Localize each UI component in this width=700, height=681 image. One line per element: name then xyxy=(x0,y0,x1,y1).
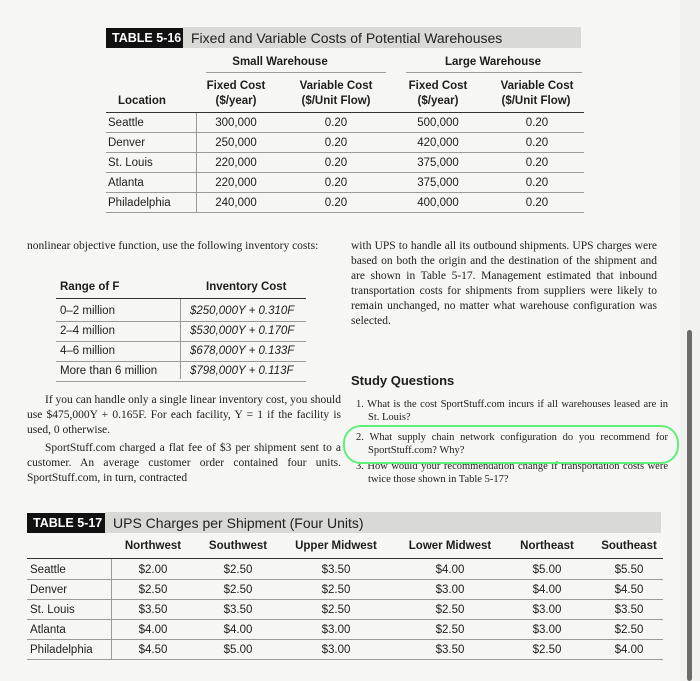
table-cell-charge: $4.00 xyxy=(532,584,562,596)
table-5-17-label: TABLE 5-17 xyxy=(27,513,108,533)
table-row-divider xyxy=(27,659,663,660)
table-row-divider xyxy=(106,172,584,173)
table-cell-large-variable: 0.20 xyxy=(525,137,549,149)
table-cell-small-fixed: 300,000 xyxy=(215,117,257,129)
table-cell-charge: $5.50 xyxy=(614,564,644,576)
highlight-annotation xyxy=(343,425,679,464)
inventory-range: More than 6 million xyxy=(60,365,158,377)
study-questions-heading: Study Questions xyxy=(351,373,455,388)
table-cell-location: Philadelphia xyxy=(108,197,171,209)
table-cell-small-fixed: 240,000 xyxy=(215,197,257,209)
col-variable-cost-large-unit: ($/Unit Flow) xyxy=(501,95,571,107)
divider xyxy=(111,559,112,659)
table-cell-charge: $2.50 xyxy=(532,644,562,656)
table-cell-charge: $3.00 xyxy=(321,644,351,656)
paragraph-sportstuff: SportStuff.com charged a flat fee of $3 per shipment sent to a customer. An average customer order contained four units. SportStuff.com, in turn, contracted xyxy=(27,442,341,484)
table-cell-charge: $4.50 xyxy=(614,584,644,596)
small-warehouse-heading: Small Warehouse xyxy=(232,56,328,68)
table-cell-location: Denver xyxy=(108,137,146,149)
table-row-divider xyxy=(27,639,663,640)
table-cell-charge: $2.50 xyxy=(138,584,168,596)
table-cell-large-variable: 0.20 xyxy=(525,177,549,189)
col-fixed-cost-small: Fixed Cost xyxy=(206,80,266,92)
table-header-rule xyxy=(27,558,663,559)
col-location: Location xyxy=(118,95,166,107)
table-row-divider xyxy=(27,599,663,600)
table-row-divider xyxy=(106,132,584,133)
table-cell-charge: $2.50 xyxy=(435,624,465,636)
table-row-divider xyxy=(27,619,663,620)
question-1: 1. What is the cost SportStuff.com incurs if all warehouses leased are in St. Louis? xyxy=(356,399,668,423)
table-cell-location: Atlanta xyxy=(30,624,66,636)
table-cell-large-variable: 0.20 xyxy=(525,117,549,129)
table-cell-charge: $3.00 xyxy=(321,624,351,636)
table-cell-small-variable: 0.20 xyxy=(324,137,348,149)
table-row-divider xyxy=(56,361,306,362)
table-cell-charge: $2.50 xyxy=(614,624,644,636)
paragraph-ups: with UPS to handle all its outbound shipments. UPS charges were based on both the origin and the destination of the shipment and are shown in Table 5-17. Management estimated that inbound transportation costs for shipments from suppliers were likely to remain unchanged, no matter what warehouse configuration was selected. xyxy=(351,240,657,327)
scrollbar[interactable] xyxy=(687,330,692,681)
table-cell-small-variable: 0.20 xyxy=(324,157,348,169)
table-5-16-label: TABLE 5-16 xyxy=(106,28,187,48)
table-cell-large-fixed: 375,000 xyxy=(417,157,459,169)
table-col-header: Lower Midwest xyxy=(408,540,492,552)
table-cell-location: Atlanta xyxy=(108,177,144,189)
table-col-header: Upper Midwest xyxy=(295,540,377,552)
table-cell-small-fixed: 220,000 xyxy=(215,157,257,169)
table-cell-location: Seattle xyxy=(30,564,66,576)
table-cell-charge: $2.00 xyxy=(138,564,168,576)
table-cell-large-fixed: 420,000 xyxy=(417,137,459,149)
col-fixed-cost-large: Fixed Cost xyxy=(408,80,468,92)
table-cell-charge: $3.00 xyxy=(435,584,465,596)
question-3: 3. How would your recommendation change if transportation costs were twice those shown in Table 5-17? xyxy=(356,461,668,485)
table-cell-small-fixed: 220,000 xyxy=(215,177,257,189)
table-cell-charge: $2.50 xyxy=(321,584,351,596)
table-header-rule xyxy=(106,112,584,113)
col-variable-cost-small: Variable Cost xyxy=(299,80,373,92)
inventory-range: 0–2 million xyxy=(60,305,115,317)
inventory-range: 4–6 million xyxy=(60,345,115,357)
table-row-divider xyxy=(106,152,584,153)
table-cell-location: St. Louis xyxy=(30,604,75,616)
table-cell-charge: $4.00 xyxy=(435,564,465,576)
divider xyxy=(180,299,181,379)
paragraph-single-linear: If you can handle only a single linear inventory cost, you should use $475,000Y + 0.165F. For each facility, Y = 1 if the facility is used, 0 otherwise. xyxy=(27,394,341,436)
table-cell-large-variable: 0.20 xyxy=(525,157,549,169)
inventory-cost: $250,000Y + 0.310F xyxy=(190,305,295,317)
large-warehouse-heading: Large Warehouse xyxy=(444,56,542,68)
table-5-16-title: Fixed and Variable Costs of Potential Warehouses xyxy=(183,27,581,48)
table-cell-location: Denver xyxy=(30,584,68,596)
table-cell-charge: $2.50 xyxy=(223,564,253,576)
table-cell-small-fixed: 250,000 xyxy=(215,137,257,149)
inventory-col-range: Range of F xyxy=(60,281,120,293)
col-fixed-cost-large-unit: ($/year) xyxy=(417,95,459,107)
col-variable-cost-large: Variable Cost xyxy=(500,80,574,92)
table-row-divider xyxy=(106,192,584,193)
table-row-divider xyxy=(27,579,663,580)
table-cell-large-fixed: 400,000 xyxy=(417,197,459,209)
table-cell-charge: $3.50 xyxy=(223,604,253,616)
table-cell-charge: $3.00 xyxy=(532,604,562,616)
inventory-col-cost: Inventory Cost xyxy=(206,281,287,293)
table-cell-large-variable: 0.20 xyxy=(525,197,549,209)
col-variable-cost-small-unit: ($/Unit Flow) xyxy=(301,95,371,107)
divider xyxy=(206,72,386,73)
table-cell-charge: $3.00 xyxy=(532,624,562,636)
table-row-divider xyxy=(56,381,306,382)
table-cell-location: St. Louis xyxy=(108,157,153,169)
table-row-divider xyxy=(56,321,306,322)
table-cell-charge: $2.50 xyxy=(435,604,465,616)
table-cell-charge: $4.00 xyxy=(223,624,253,636)
table-cell-large-fixed: 375,000 xyxy=(417,177,459,189)
table-cell-location: Seattle xyxy=(108,117,144,129)
inventory-cost: $798,000Y + 0.113F xyxy=(190,365,294,377)
table-col-header: Northwest xyxy=(124,540,182,552)
table-cell-charge: $5.00 xyxy=(223,644,253,656)
table-cell-small-variable: 0.20 xyxy=(324,117,348,129)
table-cell-charge: $3.50 xyxy=(321,564,351,576)
table-cell-charge: $2.50 xyxy=(321,604,351,616)
table-col-header: Northeast xyxy=(520,540,574,552)
table-cell-small-variable: 0.20 xyxy=(324,177,348,189)
divider xyxy=(406,72,582,73)
col-fixed-cost-small-unit: ($/year) xyxy=(215,95,257,107)
table-cell-charge: $3.50 xyxy=(435,644,465,656)
table-cell-location: Philadelphia xyxy=(30,644,93,656)
table-cell-charge: $4.00 xyxy=(614,644,644,656)
divider xyxy=(56,298,306,299)
table-cell-charge: $3.50 xyxy=(138,604,168,616)
table-col-header: Southeast xyxy=(601,540,657,552)
inventory-range: 2–4 million xyxy=(60,325,115,337)
table-cell-charge: $2.50 xyxy=(223,584,253,596)
table-5-17-title: UPS Charges per Shipment (Four Units) xyxy=(105,512,661,533)
question-2: 2. What supply chain network configuration do you recommend for SportStuff.com? Why? xyxy=(356,432,668,456)
table-cell-large-fixed: 500,000 xyxy=(417,117,459,129)
inventory-cost: $530,000Y + 0.170F xyxy=(190,325,295,337)
table-cell-charge: $4.00 xyxy=(138,624,168,636)
table-cell-charge: $3.50 xyxy=(614,604,644,616)
table-col-header: Southwest xyxy=(208,540,268,552)
table-cell-charge: $5.00 xyxy=(532,564,562,576)
table-cell-small-variable: 0.20 xyxy=(324,197,348,209)
table-row-divider xyxy=(56,341,306,342)
intro-text: nonlinear objective function, use the following inventory costs: xyxy=(27,240,319,252)
table-cell-charge: $4.50 xyxy=(138,644,168,656)
inventory-cost: $678,000Y + 0.133F xyxy=(190,345,295,357)
table-row-divider xyxy=(106,212,584,213)
